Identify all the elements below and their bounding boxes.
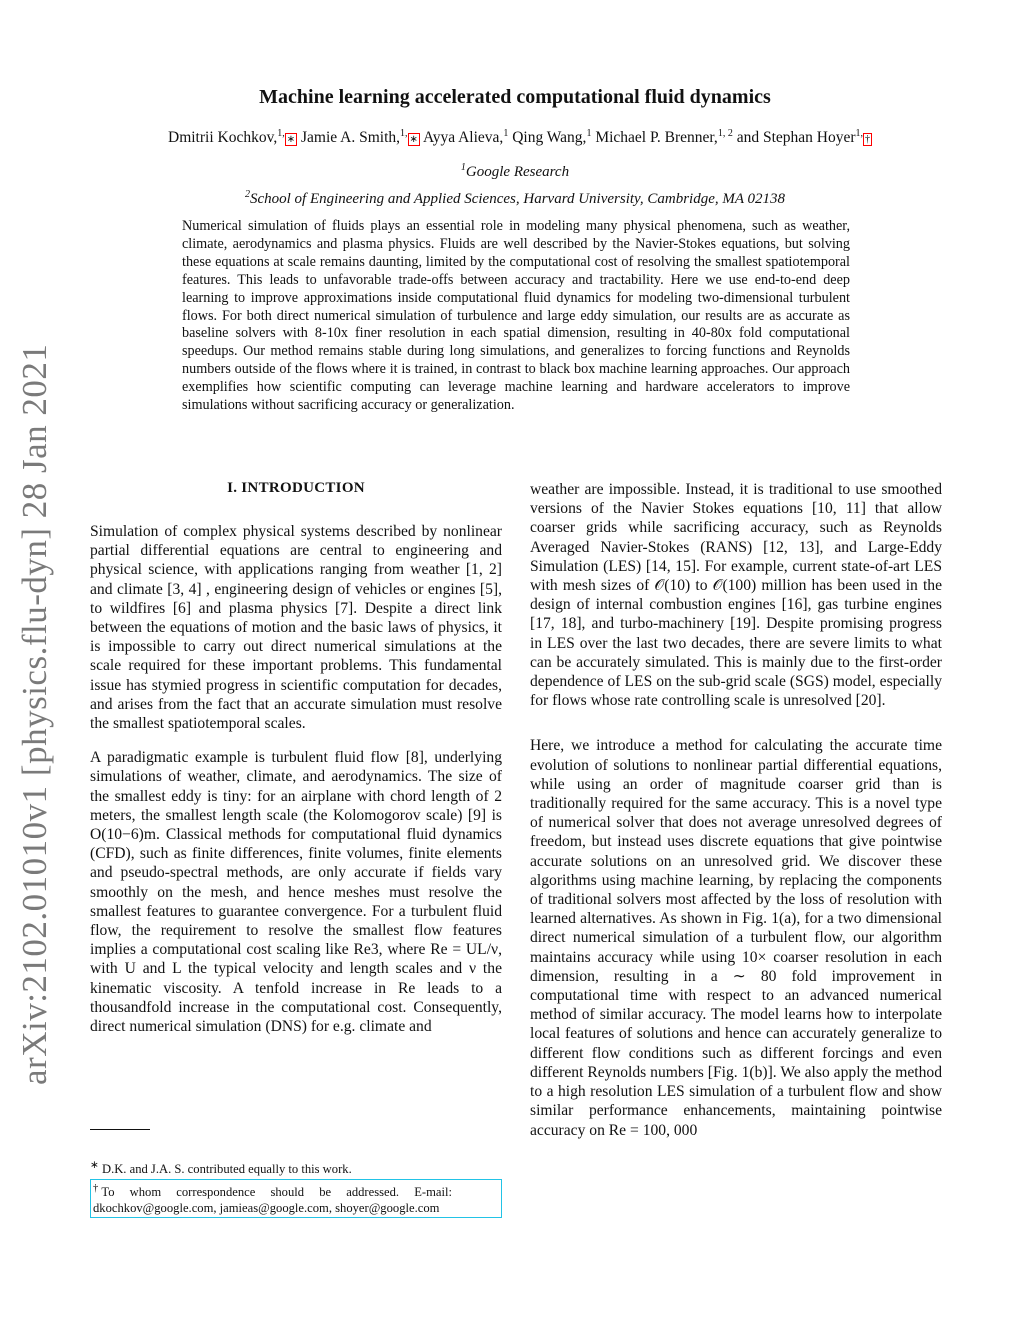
affiliation-number: 2 [244,189,250,200]
author-name: Dmitrii Kochkov, [168,129,278,147]
affiliation-text: School of Engineering and Applied Sciences, Harvard University, Cambridge, MA 02138 [249,191,786,207]
author-list [90,128,950,147]
paper-title: Machine learning accelerated computational fluid dynamics [259,86,771,108]
footnote-link[interactable]: ∗ [286,134,296,146]
footnote-correspondence[interactable] [90,1179,502,1218]
affiliation-marker: 1 [503,128,509,139]
footnote-link[interactable]: ∗ [409,134,418,146]
email-link[interactable]: dkochkov@google.com, jamieas@google.com, shoyer@google.com [93,1200,440,1215]
abstract: Numerical simulation of fluids plays an essential role in modeling many physical phenomena, such as weather, climate, aerodynamics and plasma physics. Fluids are well described by the Navier-Stokes equations, but solving these equations at scale remains daunting, limited by the computational cost of resolving the smallest spatiotemporal features. This leads to unfavorable trade-offs between accuracy and tractability. Here we use end-to-end deep learning to improve approximations inside computational fluid dynamics for modeling two-dimensional turbulent flows. For both direct numerical simulation of turbulence and large eddy simulation, our results are as accurate as baseline solvers with 8-10x finer resolution in each spatial dimension, resulting in 40-80x fold computational speedups. Our method remains stable during long simulations, and generalizes to forcing functions and Reynolds numbers outside of the flows where it is trained, in contrast to black box machine learning approaches. Our approach exemplifies how scientific computing can leverage machine learning and hardware accelerators to improve simulations without sacrificing accuracy or generalization. [182,218,850,414]
affiliation-2 [90,189,940,208]
footnote-mark: † [93,1182,99,1194]
paragraph: weather are impossible. Instead, it is traditional to use smoothed versions of the Navier Stokes equations [10, 11] that allow coarser grids while sacrificing accuracy, such as Reynolds Averaged Navier-Stokes (RANS) [12, 13], and Large-Eddy Simulation (LES) [14, 15]. For example, current state-of-art LES with mesh sizes of 𝒪(10) to 𝒪(100) million has been used in the design of internal combustion engines [16], gas turbine engines [17, 18], and turbo-machinery [19]. Despite promising progress in LES over the last two decades, there are severe limits to what can be accurately simulated. This is mainly due to the first-order dependence of LES on the sub-grid scale (SGS) model, especially for flows whose rate controlling scale is unresolved [20]. [530,481,942,710]
section-heading: I. INTRODUCTION [227,480,365,496]
affiliation-number: 1 [460,162,466,173]
footnotes [90,1158,502,1218]
affiliation-marker: 1, [277,128,285,139]
author-name: Jamie A. Smith, [297,129,401,147]
author-name: Michael P. Brenner, [591,129,718,147]
paragraph: Simulation of complex physical systems described by nonlinear partial differential equations are central to engineering and physical science, with applications ranging from weather [1, 2] and climate [3, 4] , engineering design of vehicles or engines [5], to wildfires [6] and plasma physics [7]. Despite a direct link between the equations of motion and the basic laws of physics, it is impossible to carry out direct numerical simulations at the scale required for these important problems. This fundamental issue has stymied progress in scientific computation for decades, and arises from the fact that an accurate simulation must resolve the smallest spatiotemporal scales. [90,523,502,733]
arxiv-sidebar-stamp: arXiv:2102.01010v1 [physics.flu-dyn] 28 Jan 2021 [15,343,54,1085]
left-column [90,522,502,1036]
affiliation-marker: 1 [586,128,592,139]
author-name: and Stephan Hoyer [732,129,856,147]
footnote-equal-contribution [90,1158,502,1178]
affiliation-text: Google Research [465,164,570,180]
footnote-text: D.K. and J.A. S. contributed equally to this work. [101,1162,352,1177]
affiliation-marker: 1, 2 [717,128,733,139]
affiliation-1 [90,162,940,181]
affiliation-marker: 1, [400,128,408,139]
paragraph: A paradigmatic example is turbulent fluid flow [8], underlying simulations of weather, climate, and aerodynamics. The size of the smallest eddy is tiny: for an airplane with chord length of 2 meters, the smallest length scale (the Kolomogorov scale) [9] is O(10−6)m. Classical methods for computational fluid dynamics (CFD), such as finite differences, finite volumes, finite elements and pseudo-spectral methods, are only accurate if fields vary smoothly on the mesh, and hence meshes must resolve the smallest features to guarantee convergence. For a turbulent fluid flow, the requirement to resolve the smallest flow features implies a computational cost scaling like Re3, where Re = UL/ν, with U and L the typical velocity and length scales and ν the kinematic viscosity. A tenfold increase in Re leads to a thousandfold increase in the computational cost. Consequently, direct numerical simulation (DNS) for e.g. climate and [90,749,502,1036]
footnote-text: To whom correspondence should be addressed. E-mail: [101,1184,452,1199]
footnote-rule [90,1129,150,1130]
affiliation-marker: 1, [855,128,863,139]
footnote-link[interactable]: † [865,134,870,146]
paragraph: Here, we introduce a method for calculating the accurate time evolution of solutions to nonlinear partial differential equations, while using an order of magnitude coarser grid than is traditionally required for the same accuracy. This is a novel type of numerical solver that does not average unresolved degrees of freedom, but instead uses discrete equations that give pointwise accurate solutions on an unresolved grid. We discover these algorithms using machine learning, by replacing the components of traditional solvers most affected by the loss of resolution with learned alternatives. As shown in Fig. 1(a), for a two dimensional direct numerical simulation of a turbulent flow, our algorithm maintains accuracy while using 10× coarser resolution in each dimension, resulting in a ∼ 80 fold improvement in computational time with respect to an advanced numerical method of similar accuracy. The model learns how to interpolate local features of solutions and hence can accurately generalize to different flow conditions such as different forcings and even different Reynolds numbers [Fig. 1(b)]. We also apply the method to a high resolution LES simulation of a turbulent flow and show similar performance enhancements, maintaining pointwise accuracy on Re = 100, 000 [530,737,942,1139]
footnote-mark: ∗ [90,1160,99,1171]
author-name: Qing Wang, [508,129,587,147]
right-column [530,480,942,1140]
author-name: Ayya Alieva, [419,129,504,147]
